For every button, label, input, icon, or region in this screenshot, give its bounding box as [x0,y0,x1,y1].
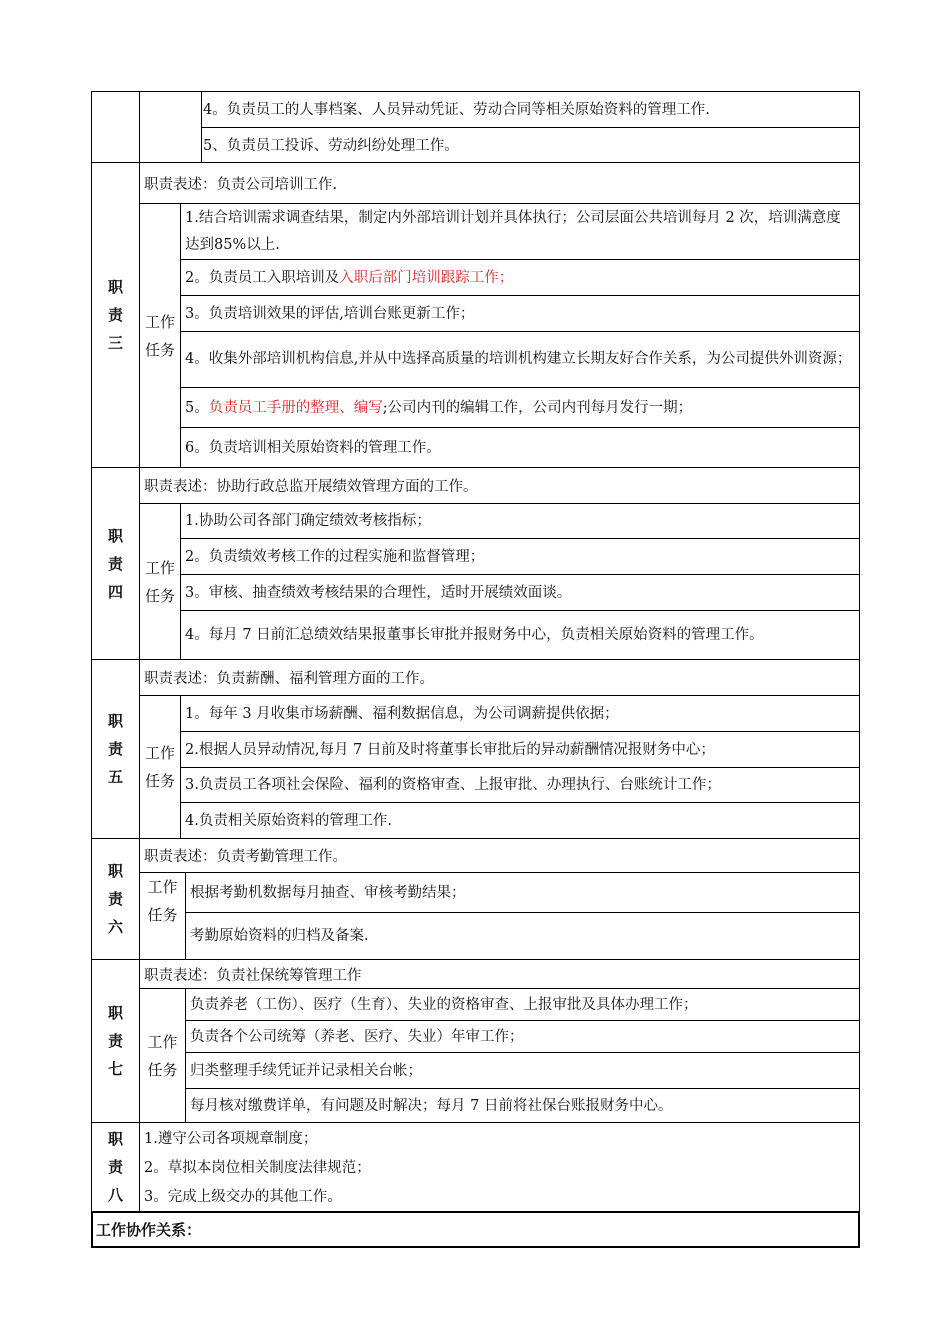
task-row: 1.协助公司各部门确定绩效考核指标； [181,504,859,539]
task-row: 2。负责绩效考核工作的过程实施和监督管理； [181,539,859,575]
task-row: 4。收集外部培训机构信息,并从中选择高质量的培训机构建立长期友好合作关系，为公司提供外训资源； [181,332,859,388]
task-text: 5。 [185,399,209,416]
duty-label-cell [92,1123,140,1211]
task-row [181,260,859,296]
responsibility-table [91,91,860,1212]
task-row: 3。负责培训效果的评估,培训台账更新工作； [181,296,859,332]
task-label: 工作任务 [144,744,175,790]
duty-description: 职责表述：负责公司培训工作. [140,163,859,204]
task-label-cell [140,989,186,1122]
task-label: 工作任务 [147,1032,178,1079]
collaboration-relations-row [91,1211,860,1248]
task-label-cell [140,204,181,467]
task-label-cell [140,504,181,659]
task-row: 6。负责培训相关原始资料的管理工作。 [185,440,441,456]
duty-block-6 [91,839,860,960]
duty-block-5 [91,660,860,839]
duty-label-cell [92,839,140,959]
duty-block-7 [91,960,860,1123]
task-row: 3。审核、抽查绩效考核结果的合理性，适时开展绩效面谈。 [181,575,859,611]
duty-label: 职责六 [107,862,123,936]
empty-task-label-cell [140,92,202,162]
duty-label-cell [92,468,140,659]
duty-label: 职责八 [107,1130,123,1204]
task-row: 负责各个公司统筹（养老、医疗、失业）年审工作； [186,1021,859,1053]
duty-block-4 [91,468,860,660]
duty-label: 职责三 [107,278,123,352]
continuation-block [91,91,860,163]
task-label-cell [140,696,181,838]
duty-label: 职责五 [107,712,123,786]
task-row: 1。每年 3 月收集市场薪酬、福利数据信息，为公司调薪提供依据； [181,696,859,732]
task-row: 2.根据人员异动情况,每月 7 日前及时将董事长审批后的异动薪酬情况报财务中心； [181,732,859,768]
task-text: 2。负责员工入职培训及 [185,269,340,286]
task-row: 负责养老（工伤）、医疗（生育）、失业的资格审查、上报审批及具体办理工作； [186,989,859,1021]
task-label: 工作任务 [147,878,178,924]
task-row [181,388,859,428]
duty-label-cell [92,163,140,467]
task-row: 归类整理手续凭证并记录相关台帐； [186,1053,859,1089]
task-row: 根据考勤机数据每月抽查、审核考勤结果； [186,873,859,913]
duty-label-cell [92,960,140,1122]
duty-description: 职责表述：负责薪酬、福利管理方面的工作。 [140,660,859,696]
task-label: 工作任务 [144,558,175,605]
task-text: ;公司内刊的编辑工作，公司内刊每月发行一期； [382,399,693,416]
duty-label: 职责七 [107,1004,123,1078]
collaboration-relations-label: 工作协作关系： [96,1221,202,1239]
task-row: 考勤原始资料的归档及备案. [190,928,369,944]
task-row: 4。每月 7 日前汇总绩效结果报董事长审批并报财务中心，负责相关原始资料的管理工作。 [185,627,764,643]
task-row: 4.负责相关原始资料的管理工作. [185,812,392,829]
task-row: 3.负责员工各项社会保险、福利的资格审查、上报审批、办理执行、台账统计工作； [181,768,859,803]
duty-task-list [140,1123,859,1211]
duty-label: 职责四 [107,526,123,601]
duty-description: 职责表述：负责考勤管理工作。 [140,839,859,873]
duty-description: 职责表述：负责社保统筹管理工作 [140,960,859,989]
task-row: 1.结合培训需求调查结果，制定内外部培训计划并具体执行；公司层面公共培训每月 2 次，培训满意度达到85%以上. [181,204,859,260]
task-row: 5、负责员工投诉、劳动纠纷处理工作。 [203,138,459,154]
highlighted-task-text: 负责员工手册的整理、编写 [208,399,383,416]
empty-label-cell [92,92,140,162]
duty-description: 职责表述：协助行政总监开展绩效管理方面的工作。 [140,468,859,504]
duty-label-cell [92,660,140,838]
task-label-cell [140,873,186,959]
task-label: 工作任务 [144,312,175,359]
duty-block-8 [91,1123,860,1212]
duty-block-3 [91,163,860,468]
task-item: 2。草拟本岗位相关制度法律规范； [144,1160,371,1176]
task-row: 每月核对缴费详单，有问题及时解决；每月 7 日前将社保台账报财务中心。 [190,1098,673,1114]
highlighted-task-text: 入职后部门培训跟踪工作； [339,269,514,286]
task-row: 4。负责员工的人事档案、人员异动凭证、劳动合同等相关原始资料的管理工作. [202,92,859,128]
task-item: 1.遵守公司各项规章制度； [144,1131,318,1147]
task-item: 3。完成上级交办的其他工作。 [144,1189,342,1205]
